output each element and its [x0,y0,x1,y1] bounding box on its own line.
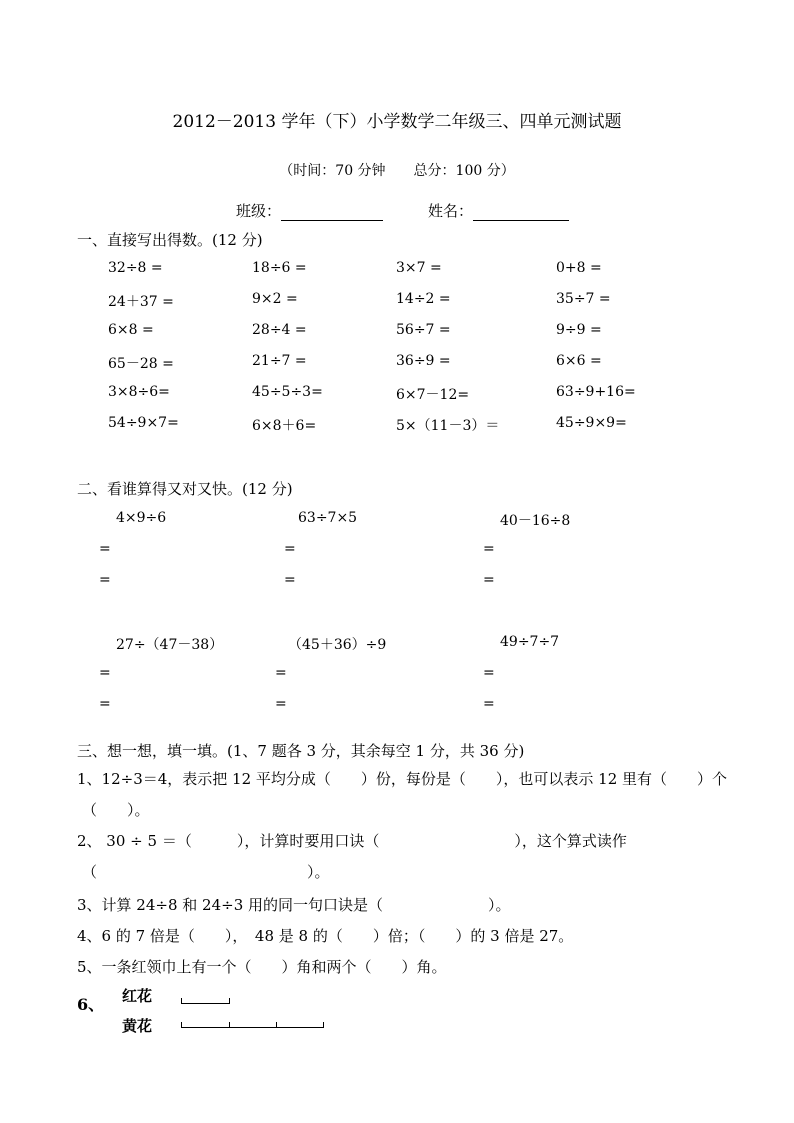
question-4: 4、6 的 7 倍是（ ）， 48 是 8 的（ ）倍；（ ）的 3 倍是 27。 [77,927,574,945]
equals-sign: = [99,572,111,588]
step-problem: 40－16÷8 [500,513,571,529]
calc-item: 28÷4 = [252,322,307,338]
calc-item: 6×7－12= [396,387,470,403]
step-problem: 49÷7÷7 [500,634,560,650]
equals-sign: = [99,665,111,681]
equals-sign: = [284,541,296,557]
calc-item: 3×7 = [396,260,442,276]
section2-heading: 二、看谁算得又对又快。(12 分) [77,480,293,498]
calc-item: 24＋37 = [108,294,174,310]
calc-item: 5×（11－3）＝ [396,418,500,434]
calc-item: 3×8÷6= [108,384,170,400]
question-2-line1: 2、 30 ÷ 5 ＝（ ），计算时要用口诀（ ），这个算式读作 [77,832,627,850]
equals-sign: = [483,572,495,588]
calc-item: 0+8 = [556,260,602,276]
question-6-number: 6、 [77,995,105,1014]
equals-sign: = [99,541,111,557]
calc-item: 65－28 = [108,356,174,372]
question-3: 3、计算 24÷8 和 24÷3 用的同一句口诀是（ ）。 [77,896,511,914]
step-problem: （45＋36）÷9 [288,637,387,653]
step-problem: 63÷7×5 [298,510,358,526]
class-blank[interactable] [281,204,383,221]
calc-item: 35÷7 = [556,291,611,307]
yellow-flower-label: 黄花 [122,1017,153,1035]
calc-item: 6×8 = [108,322,154,338]
step-problem: 4×9÷6 [116,510,167,526]
question-2-line2: （ ）。 [82,863,330,881]
equals-sign: = [483,696,495,712]
red-flower-label: 红花 [122,987,153,1005]
name-label: 姓名： [428,202,474,220]
class-label: 班级： [236,202,282,220]
calc-item: 45÷9×9= [556,415,627,431]
equals-sign: = [275,665,287,681]
calc-item: 36÷9 = [396,353,451,369]
class-field [236,200,383,221]
calc-item: 18÷6 = [252,260,307,276]
calc-item: 45÷5÷3= [252,384,323,400]
calc-item: 56÷7 = [396,322,451,338]
calc-item: 32÷8 = [108,260,163,276]
question-1-line2: （ ）。 [82,801,150,819]
calc-item: 63÷9+16= [556,384,636,400]
question-1-line1: 1、12÷3＝4，表示把 12 平均分成（ ）份，每份是（ ），也可以表示 12 里有（ ）个 [77,770,728,788]
calc-item: 54÷9×7= [108,415,179,431]
name-blank[interactable] [473,204,569,221]
section1-heading: 一、直接写出得数。(12 分) [77,231,263,249]
equals-sign: = [99,696,111,712]
calc-item: 6×8＋6= [252,418,317,434]
page-title: 2012－2013 学年（下）小学数学二年级三、四单元测试题 [172,112,622,132]
calc-item: 21÷7 = [252,353,307,369]
calc-item: 9÷9 = [556,322,602,338]
section3-heading: 三、想一想，填一填。(1、7 题各 3 分，其余每空 1 分，共 36 分) [77,742,525,760]
equals-sign: = [483,541,495,557]
calc-item: 6×6 = [556,353,602,369]
calc-item: 9×2 = [252,291,298,307]
equals-sign: = [483,665,495,681]
equals-sign: = [275,696,287,712]
page-subtitle: （时间：70 分钟 总分：100 分） [279,163,515,179]
step-problem: 27÷（47－38） [116,637,224,653]
calc-item: 14÷2 = [396,291,451,307]
question-5: 5、一条红领巾上有一个（ ）角和两个（ ）角。 [77,958,447,976]
equals-sign: = [284,572,296,588]
name-field [428,200,569,221]
